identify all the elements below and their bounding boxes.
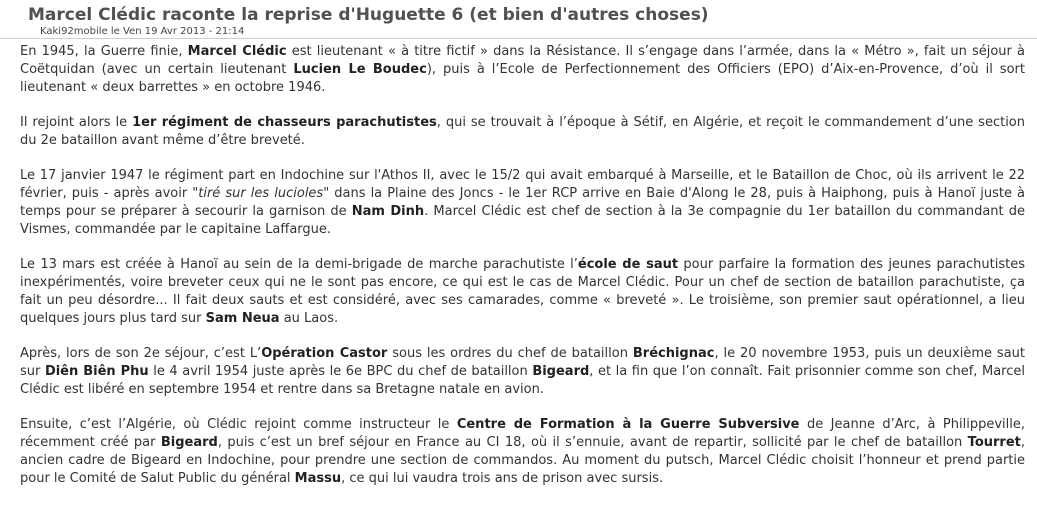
bold-text: Massu bbox=[294, 471, 342, 486]
paragraph-text: Le 13 mars est créée à Hanoï au sein de la demi-brigade de marche parachutiste l’ bbox=[20, 257, 578, 272]
paragraph-text: Ensuite, c’est l’Algérie, où Clédic rejoint comme instructeur le bbox=[20, 417, 457, 432]
bold-text: Bréchignac bbox=[632, 346, 715, 361]
paragraph-text: , qui se trouvait à l’époque à Sétif, en Algérie, et reçoit le commandement d’une section du 2e bataillon avant même d’être breveté. bbox=[20, 115, 1025, 148]
paragraph-text: sous les ordres du chef de bataillon bbox=[387, 346, 633, 361]
paragraph-text: Après, lors de son 2e séjour, c’est L’ bbox=[20, 346, 262, 361]
post-meta: Kaki92mobile le Ven 19 Avr 2013 - 21:14 bbox=[40, 26, 245, 37]
article-paragraph bbox=[0, 256, 1037, 328]
bold-text: Lucien Le Boudec bbox=[293, 62, 427, 77]
paragraph-text: au Laos. bbox=[279, 311, 339, 326]
paragraph-text: est lieutenant « à titre fictif » dans la Résistance. Il s’engage dans l’armée, dans la « Métro », fait un séjour à Coëtquidan (avec un certain lieutenant bbox=[20, 44, 1025, 77]
article-paragraph bbox=[0, 416, 1037, 488]
paragraph-text: , et la fin que l’on connaît. Fait prisonnier comme son chef, Marcel Clédic est libéré en septembre 1954 et rentre dans sa Bretagne natale en avion. bbox=[20, 364, 1025, 397]
paragraph-text: . Marcel Clédic est chef de section à la 3e compagnie du 1er bataillon du commandant de Vismes, commandée par le capitaine Laffargue. bbox=[20, 204, 1025, 237]
paragraph-text: ), puis à l’Ecole de Perfectionnement des Officiers (EPO) d’Aix-en-Provence, d’où il sort lieutenant « deux barrettes » en octobre 1946. bbox=[20, 62, 1025, 95]
paragraph-text: En 1945, la Guerre finie, bbox=[20, 44, 188, 59]
paragraph-text: le 4 avril 1954 juste après le 6e BPC du chef de bataillon bbox=[148, 364, 533, 379]
paragraph-text: Il rejoint alors le bbox=[20, 115, 133, 130]
paragraph-text: de Jeanne d’Arc, à Philippeville, récemment créé par bbox=[20, 417, 1025, 450]
bold-text: Nam Dinh bbox=[351, 204, 425, 219]
bold-text: école de saut bbox=[577, 257, 679, 272]
post-header bbox=[28, 4, 709, 38]
bold-text: Marcel Clédic bbox=[187, 44, 287, 59]
bold-text: Opération Castor bbox=[261, 346, 388, 361]
post-title: Marcel Clédic raconte la reprise d'Huguette 6 (et bien d'autres choses) bbox=[28, 5, 709, 25]
italic-text: "tiré sur les lucioles" bbox=[192, 186, 330, 201]
article-paragraph bbox=[0, 114, 1037, 150]
paragraph-text: , puis c’est un bref séjour en France au CI 18, où il s’ennuie, avant de repartir, sollicité par le chef de bataillon bbox=[217, 435, 968, 450]
paragraph-text: , le 20 novembre 1953, puis un deuxième saut sur bbox=[20, 346, 1025, 379]
paragraph-text: dans la Plaine des Joncs - le 1er RCP arrive en Baie d'Along le 28, puis à Haiphong, puis à Hanoï juste à temps pour se préparer à secourir la garnison de bbox=[20, 186, 1025, 219]
bold-text: Sam Neua bbox=[205, 311, 280, 326]
bold-text: Tourret bbox=[967, 435, 1021, 450]
bold-text: 1er régiment de chasseurs parachutistes bbox=[132, 115, 437, 130]
bold-text: Centre de Formation à la Guerre Subversive bbox=[456, 417, 800, 432]
bold-text: Bigeard bbox=[532, 364, 590, 379]
paragraph-text: , ce qui lui vaudra trois ans de prison avec sursis. bbox=[341, 471, 664, 486]
bold-text: Bigeard bbox=[160, 435, 218, 450]
paragraph-text: Le 17 janvier 1947 le régiment part en Indochine sur l'Athos II, avec le 15/2 qui avait embarqué à Marseille, et le Bataillon de Choc, où ils arrivent le 22 février, puis - après avoir bbox=[20, 168, 1025, 201]
article-paragraph bbox=[0, 345, 1037, 399]
bold-text: Diên Biên Phu bbox=[44, 364, 149, 379]
paragraph-text: pour parfaire la formation des jeunes parachutistes inexpérimentés, voire breveter ceux qui ne le sont pas encore, ce qui est le cas de Marcel Clédic. Pour un chef de section de bataillon parachutiste, ça fait un peu désordre... Il fait deux sauts et est considéré, avec ses camarades, comme « breveté ». Le troisième, son premier saut opérationnel, a lieu quelques jours plus tard sur bbox=[20, 257, 1025, 326]
post-body bbox=[0, 38, 1037, 518]
paragraph-text: , ancien cadre de Bigeard en Indochine, pour prendre une section de commandos. Au moment du putsch, Marcel Clédic choisit l’honneur et prend partie pour le Comité de Salut Public du général bbox=[20, 435, 1025, 486]
article-paragraph bbox=[0, 167, 1037, 239]
article-paragraph bbox=[0, 43, 1037, 97]
